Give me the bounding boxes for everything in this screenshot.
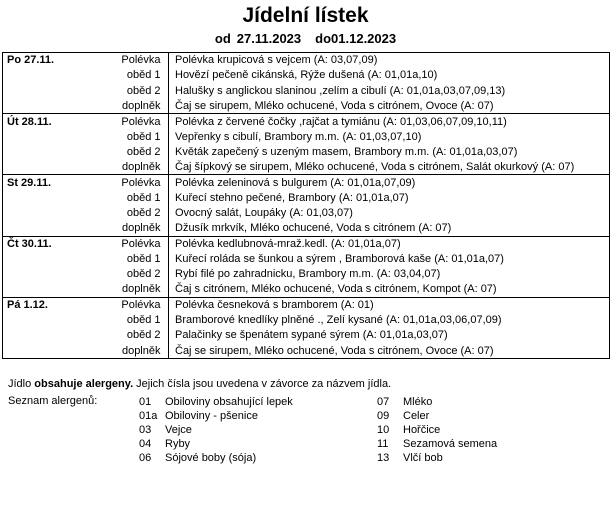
menu-row bbox=[3, 313, 610, 328]
dish-description: Čaj šípkový se sirupem, Mléko ochucené, Voda s citrónem, Salát okurkový (A: 07) bbox=[169, 160, 610, 175]
allergen-code: 10 bbox=[377, 424, 390, 436]
allergen-item bbox=[377, 395, 432, 409]
day-label bbox=[3, 129, 83, 144]
course-label: oběd 2 bbox=[126, 268, 161, 281]
dish-description: Džusík mrkvík, Mléko ochucené, Voda s citrónem (A: 07) bbox=[169, 221, 610, 236]
allergen-item bbox=[139, 395, 293, 409]
course-label: doplněk bbox=[83, 221, 163, 236]
date-range bbox=[0, 31, 611, 46]
day-label bbox=[3, 343, 83, 358]
allergen-name: Sezamová semena bbox=[403, 438, 498, 450]
allergen-name: Obiloviny - pšenice bbox=[165, 410, 258, 422]
dish-description: Kuřecí stehno pečené, Brambory (A: 01,01a,07) bbox=[169, 190, 610, 205]
dish-description: Polévka krupicová s vejcem (A: 03,07,09) bbox=[169, 53, 610, 68]
course-label: oběd 1 bbox=[126, 253, 161, 265]
course-label: doplněk bbox=[83, 343, 163, 358]
menu-row bbox=[3, 83, 610, 98]
course-label: oběd 2 bbox=[126, 329, 161, 342]
dish-description: Halušky s anglickou slaninou ,zelím a cibulí (A: 01,01a,03,07,09,13) bbox=[169, 83, 610, 98]
menu-row bbox=[3, 251, 610, 266]
course-label: oběd 1 bbox=[126, 191, 161, 204]
day-label bbox=[3, 205, 83, 220]
day-label bbox=[3, 313, 83, 328]
dish-description: Květák zapečený s uzeným masem, Brambory m.m. (A: 01,01a,03,07) bbox=[169, 144, 610, 159]
note-suffix: Jejich čísla jsou uvedena v závorce za názvem jídla. bbox=[133, 378, 392, 390]
day-label bbox=[3, 160, 83, 175]
allergen-name: Vejce bbox=[165, 424, 192, 436]
allergen-name: Obiloviny obsahující lepek bbox=[165, 396, 293, 408]
course-label: oběd 1 bbox=[126, 130, 161, 143]
dish-description: Palačinky se špenátem sypané sýrem (A: 01,01a,03,07) bbox=[169, 328, 610, 343]
menu-row bbox=[3, 98, 610, 113]
menu-row bbox=[3, 190, 610, 205]
course-label: oběd 1 bbox=[126, 314, 161, 327]
day-label bbox=[3, 282, 83, 297]
course-label: Polévka bbox=[83, 53, 163, 68]
allergen-code: 09 bbox=[377, 410, 390, 422]
menu-row bbox=[3, 343, 610, 358]
day-label bbox=[3, 83, 83, 98]
menu-row bbox=[3, 297, 610, 312]
allergen-name: Vlčí bob bbox=[403, 452, 443, 464]
course-label: doplněk bbox=[83, 98, 163, 113]
day-label bbox=[3, 144, 83, 159]
dish-description: Kuřecí roláda se šunkou a sýrem , Bramborová kaše (A: 01,01a,07) bbox=[169, 251, 610, 266]
allergen-item bbox=[377, 437, 497, 451]
day-label: St 29.11. bbox=[3, 175, 83, 190]
from-label: od bbox=[214, 31, 231, 46]
allergen-code: 04 bbox=[139, 438, 152, 450]
menu-row bbox=[3, 205, 610, 220]
menu-row bbox=[3, 129, 610, 144]
allergen-note bbox=[8, 378, 391, 390]
allergen-list-label: Seznam alergenů: bbox=[8, 395, 98, 407]
allergen-item bbox=[139, 423, 192, 437]
course-label: doplněk bbox=[83, 160, 163, 175]
dish-description: Rybí filé po zahradnicku, Brambory m.m. (A: 03,04,07) bbox=[169, 267, 610, 282]
course-label: oběd 1 bbox=[126, 69, 161, 82]
dish-description: Vepřenky s cibulí, Brambory m.m. (A: 01,03,07,10) bbox=[169, 129, 610, 144]
day-label bbox=[3, 68, 83, 83]
dish-description: Čaj s citrónem, Mléko ochucené, Voda s citrónem, Kompot (A: 07) bbox=[169, 282, 610, 297]
allergen-item bbox=[377, 409, 429, 423]
allergen-code: 01 bbox=[139, 396, 152, 408]
menu-row bbox=[3, 160, 610, 175]
allergen-item bbox=[139, 437, 190, 451]
allergen-code: 13 bbox=[377, 452, 390, 464]
course-label: Polévka bbox=[83, 175, 163, 190]
dish-description: Čaj se sirupem, Mléko ochucené, Voda s citrónem, Ovoce (A: 07) bbox=[169, 343, 610, 358]
allergen-name: Ryby bbox=[165, 438, 191, 450]
day-label: Út 28.11. bbox=[3, 114, 83, 129]
menu-row bbox=[3, 114, 610, 129]
day-label bbox=[3, 190, 83, 205]
dish-description: Čaj se sirupem, Mléko ochucené, Voda s citrónem, Ovoce (A: 07) bbox=[169, 98, 610, 113]
allergen-code: 11 bbox=[377, 438, 389, 450]
menu-table bbox=[2, 52, 610, 359]
menu-row bbox=[3, 144, 610, 159]
note-bold: obsahuje alergeny. bbox=[34, 378, 134, 390]
menu-row bbox=[3, 236, 610, 251]
course-label: Polévka bbox=[83, 114, 163, 129]
allergen-item bbox=[377, 451, 443, 465]
day-label bbox=[3, 267, 83, 282]
menu-row bbox=[3, 267, 610, 282]
course-label: Polévka bbox=[83, 297, 163, 312]
day-label bbox=[3, 221, 83, 236]
menu-row bbox=[3, 175, 610, 190]
dish-description: Polévka z červené čočky ,rajčat a tymiánu (A: 01,03,06,07,09,10,11) bbox=[169, 114, 610, 129]
day-label: Pá 1.12. bbox=[3, 297, 83, 312]
menu-row bbox=[3, 68, 610, 83]
course-label: doplněk bbox=[83, 282, 163, 297]
allergen-name: Hořčice bbox=[403, 424, 441, 436]
course-label: oběd 2 bbox=[126, 84, 161, 97]
menu-row bbox=[3, 221, 610, 236]
allergen-name: Mléko bbox=[403, 396, 433, 408]
dish-description: Polévka česneková s bramborem (A: 01) bbox=[169, 297, 610, 312]
course-label: oběd 2 bbox=[126, 145, 161, 158]
allergen-name: Sójové boby (sója) bbox=[165, 452, 257, 464]
course-label: oběd 2 bbox=[126, 207, 161, 220]
menu-row bbox=[3, 328, 610, 343]
day-label: Po 27.11. bbox=[3, 53, 83, 68]
allergen-name: Celer bbox=[403, 410, 430, 422]
day-label bbox=[3, 98, 83, 113]
dish-description: Polévka kedlubnová-mraž.kedl. (A: 01,01a,07) bbox=[169, 236, 610, 251]
dish-description: Bramborové knedlíky plněné ., Zelí kysané (A: 01,01a,03,06,07,09) bbox=[169, 313, 610, 328]
allergen-item bbox=[139, 451, 256, 465]
to-label: do bbox=[315, 31, 332, 46]
day-label bbox=[3, 251, 83, 266]
allergen-item bbox=[377, 423, 440, 437]
dish-description: Hovězí pečeně cikánská, Rýže dušená (A: 01,01a,10) bbox=[169, 68, 610, 83]
day-label bbox=[3, 328, 83, 343]
note-prefix: Jídlo bbox=[8, 378, 35, 390]
allergen-code: 03 bbox=[139, 424, 152, 436]
menu-row bbox=[3, 282, 610, 297]
to-date: 01.12.2023 bbox=[331, 31, 397, 46]
course-label: Polévka bbox=[83, 236, 163, 251]
dish-description: Polévka zeleninová s bulgurem (A: 01,01a,07,09) bbox=[169, 175, 610, 190]
from-date: 27.11.2023 bbox=[236, 31, 302, 46]
menu-row bbox=[3, 53, 610, 68]
allergen-code: 01a bbox=[139, 410, 158, 422]
page-title: Jídelní lístek bbox=[242, 4, 369, 27]
allergen-item bbox=[139, 409, 258, 423]
allergen-code: 06 bbox=[139, 452, 152, 464]
dish-description: Ovocný salát, Loupáky (A: 01,03,07) bbox=[169, 205, 610, 220]
day-label: Čt 30.11. bbox=[3, 236, 83, 251]
allergen-code: 07 bbox=[377, 396, 390, 408]
